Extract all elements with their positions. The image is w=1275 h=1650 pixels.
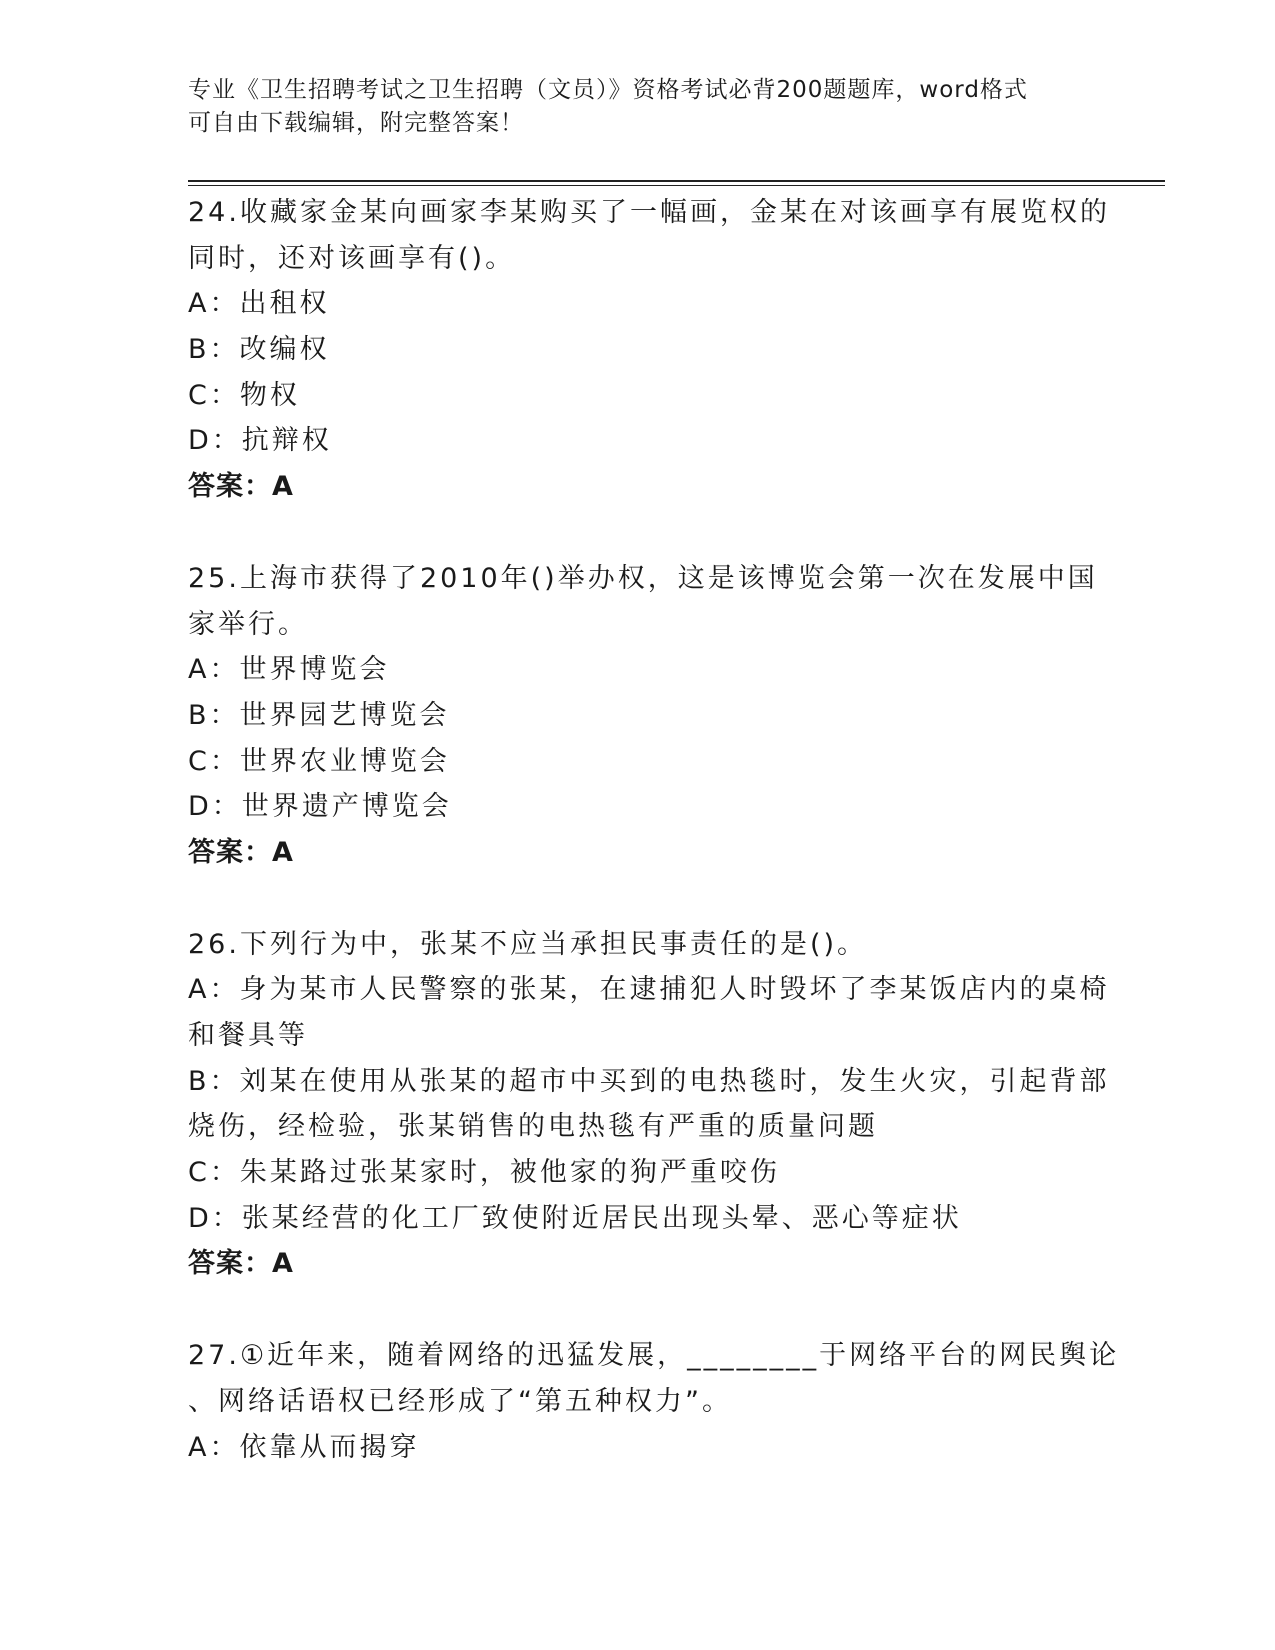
question-25 xyxy=(188,556,1098,876)
question-stem: 家举行。 xyxy=(188,608,308,640)
option-c: C：世界农业博览会 xyxy=(188,745,450,777)
header-line-2: 可自由下载编辑，附完整答案！ xyxy=(188,110,524,136)
option-d: D：抗辩权 xyxy=(188,425,332,457)
option-a: A：出租权 xyxy=(188,288,330,320)
document-header xyxy=(188,74,1088,140)
option-b-continued: 烧伤，经检验，张某销售的电热毯有严重的质量问题 xyxy=(188,1111,878,1143)
question-spacer xyxy=(188,510,1088,556)
option-d: D：张某经营的化工厂致使附近居民出现头晕、恶心等症状 xyxy=(188,1202,962,1234)
option-c: C：朱某路过张某家时，被他家的狗严重咬伤 xyxy=(188,1157,780,1189)
question-stem: 、网络话语权已经形成了“第五种权力”。 xyxy=(188,1385,732,1417)
question-27 xyxy=(188,1333,1120,1470)
option-b: B：改编权 xyxy=(188,334,330,366)
answer-line: 答案：A xyxy=(188,471,294,503)
header-divider-thin xyxy=(188,185,1165,186)
answer-line: 答案：A xyxy=(188,836,294,868)
option-c: C：物权 xyxy=(188,379,300,411)
answer-line: 答案：A xyxy=(188,1248,294,1280)
header-line-1: 专业《卫生招聘考试之卫生招聘（文员）》资格考试必背200题题库，word格式 xyxy=(188,77,1028,103)
question-stem: 25.上海市获得了2010年()举办权，这是该博览会第一次在发展中国 xyxy=(188,562,1098,594)
question-24 xyxy=(188,190,1110,510)
question-spacer xyxy=(188,1287,1088,1333)
option-a: A：世界博览会 xyxy=(188,654,390,686)
question-stem: 27.①近年来，随着网络的迅猛发展，________于网络平台的网民舆论 xyxy=(188,1340,1120,1372)
question-stem: 同时，还对该画享有()。 xyxy=(188,242,516,274)
option-b: B：刘某在使用从张某的超市中买到的电热毯时，发生火灾，引起背部 xyxy=(188,1065,1110,1097)
question-spacer xyxy=(188,876,1088,922)
header-divider-thick xyxy=(188,180,1165,182)
question-stem: 24.收藏家金某向画家李某购买了一幅画，金某在对该画享有展览权的 xyxy=(188,197,1110,228)
option-d: D：世界遗产博览会 xyxy=(188,791,452,823)
option-a: A：依靠从而揭穿 xyxy=(188,1431,420,1463)
question-list xyxy=(188,190,1120,1470)
question-stem: 26.下列行为中，张某不应当承担民事责任的是()。 xyxy=(188,928,868,960)
question-26 xyxy=(188,922,1110,1288)
option-a: A：身为某市人民警察的张某，在逮捕犯人时毁坏了李某饭店内的桌椅 xyxy=(188,974,1110,1006)
option-b: B：世界园艺博览会 xyxy=(188,699,450,731)
option-a-continued: 和餐具等 xyxy=(188,1020,308,1051)
